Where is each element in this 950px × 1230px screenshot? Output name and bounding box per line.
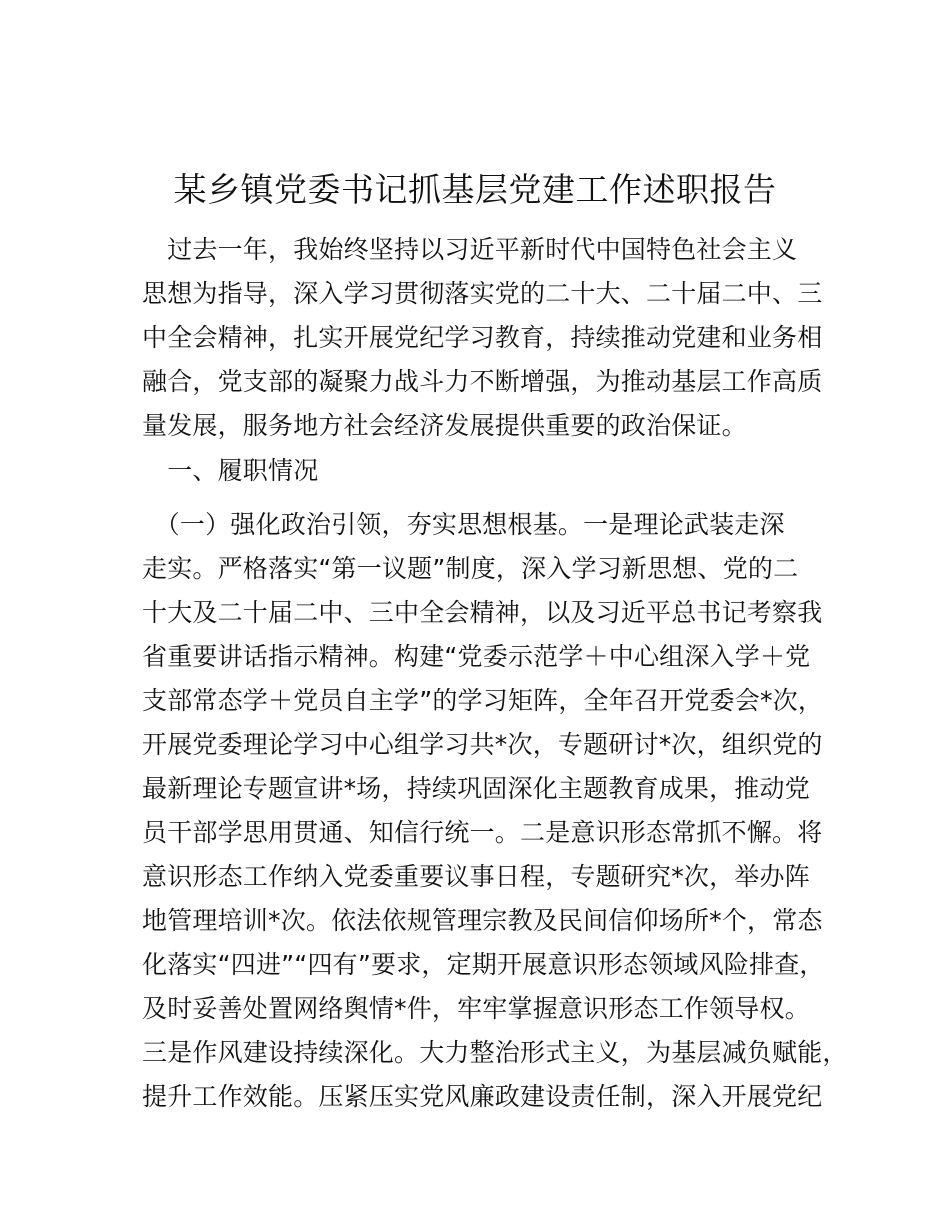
body-line-19: 三是作风建设持续深化。大力整治形式主义，为基层减负赋能，	[142, 1038, 848, 1067]
body-line-1: 过去一年，我始终坚持以习近平新时代中国特色社会主义	[142, 235, 798, 264]
body-line-9: 十大及二十届二中、三中全会精神，以及习近平总书记考察我	[142, 598, 823, 627]
body-line-20: 提升工作效能。压紧压实党风廉政建设责任制，深入开展党纪	[142, 1082, 823, 1111]
document-title: 某乡镇党委书记抓基层党建工作述职报告	[173, 170, 777, 209]
body-line-16: 地管理培训*次。依法依规管理宗教及民间信仰场所*个，常态	[142, 906, 823, 935]
body-line-13: 最新理论专题宣讲*场，持续巩固深化主题教育成果，推动党	[142, 774, 810, 803]
body-line-14: 员干部学思用贯通、知信行统一。二是意识形态常抓不懈。将	[142, 818, 823, 847]
body-line-15: 意识形态工作纳入党委重要议事日程，专题研究*次，举办阵	[142, 862, 810, 891]
body-line-4: 融合，党支部的凝聚力战斗力不断增强，为推动基层工作高质	[142, 367, 823, 396]
body-line-11: 支部常态学＋党员自主学”的学习矩阵，全年召开党委会*次，	[142, 686, 824, 715]
body-line-3: 中全会精神，扎实开展党纪学习教育，持续推动党建和业务相	[142, 323, 823, 352]
body-line-2: 思想为指导，深入学习贯彻落实党的二十大、二十届二中、三	[142, 279, 823, 308]
body-line-17: 化落实“四进”“四有”要求，定期开展意识形态领域风险排查，	[142, 950, 825, 979]
section-heading: 一、履职情况	[142, 456, 319, 485]
body-line-7: （一）强化政治引领，夯实思想根基。一是理论武装走深	[142, 510, 785, 539]
body-line-12: 开展党委理论学习中心组学习共*次，专题研讨*次，组织党的	[142, 730, 823, 759]
body-line-5: 量发展，服务地方社会经济发展提供重要的政治保证。	[142, 411, 747, 440]
body-line-8: 走实。严格落实“第一议题”制度，深入学习新思想、党的二	[142, 554, 799, 583]
body-line-18: 及时妥善处置网络舆情*件，牢牢掌握意识形态工作领导权。	[142, 994, 810, 1023]
body-line-10: 省重要讲话指示精神。构建“党委示范学＋中心组深入学＋党	[142, 642, 811, 671]
